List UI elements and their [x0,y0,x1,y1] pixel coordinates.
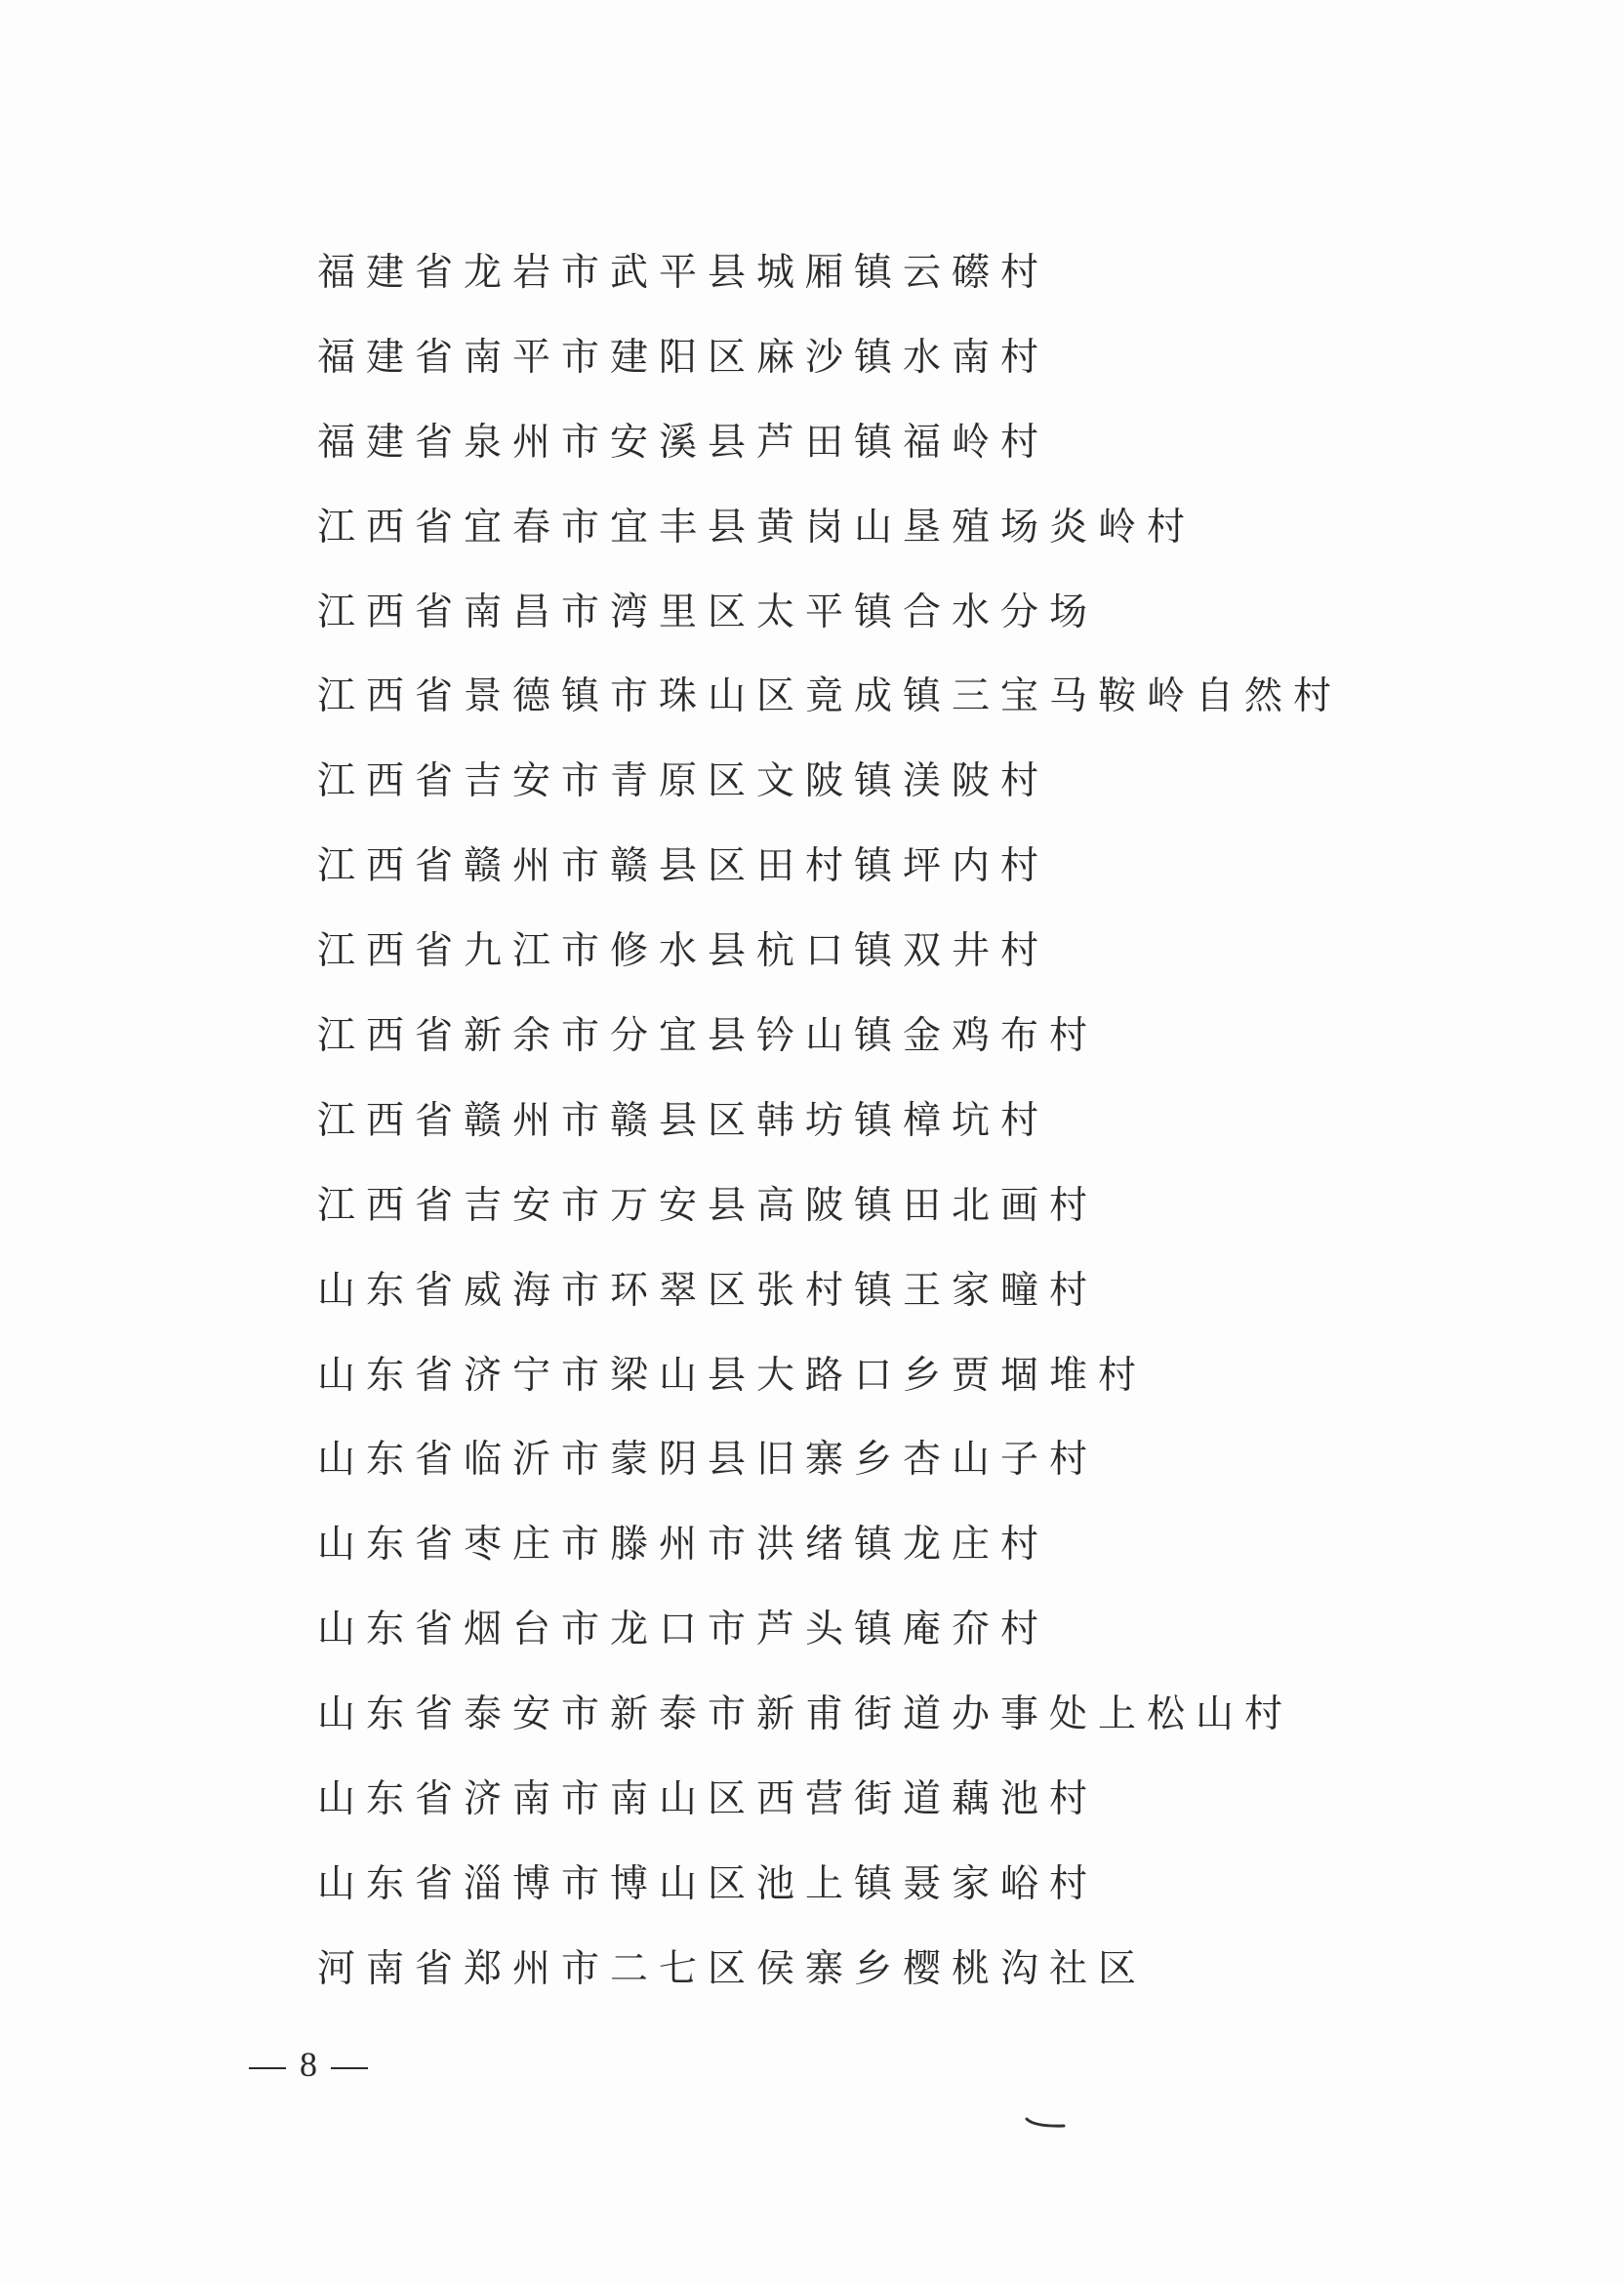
page-number-dash-right [331,2067,368,2069]
list-item: 山东省淄博市博山区池上镇聂家峪村 [317,1861,1099,1906]
list-item: 山东省临沂市蒙阴县旧寨乡杏山子村 [317,1438,1099,1483]
list-item: 山东省威海市环翠区张村镇王家疃村 [317,1268,1099,1313]
list-item: 江西省新余市分宜县钤山镇金鸡布村 [317,1014,1099,1059]
list-item: 山东省烟台市龙口市芦头镇庵夼村 [317,1608,1050,1652]
list-item: 江西省吉安市青原区文陂镇渼陂村 [317,759,1050,804]
list-item: 江西省宜春市宜丰县黄岗山垦殖场炎岭村 [317,505,1197,550]
scan-mark [1025,2116,1066,2130]
list-item: 福建省南平市建阳区麻沙镇水南村 [317,335,1050,380]
list-item: 江西省南昌市湾里区太平镇合水分场 [317,590,1099,634]
list-item: 江西省赣州市赣县区韩坊镇樟坑村 [317,1098,1050,1143]
list-item: 江西省吉安市万安县高陂镇田北画村 [317,1183,1099,1228]
list-item: 山东省济宁市梁山县大路口乡贾堌堆村 [317,1353,1148,1398]
list-item: 江西省九江市修水县杭口镇双井村 [317,929,1050,974]
list-item: 江西省景德镇市珠山区竟成镇三宝马鞍岭自然村 [317,674,1343,719]
village-list [317,244,1342,2025]
list-item: 山东省济南市南山区西营街道藕池村 [317,1777,1099,1822]
list-item: 河南省郑州市二七区侯寨乡樱桃沟社区 [317,1946,1148,1991]
list-item: 江西省赣州市赣县区田村镇坪内村 [317,844,1050,889]
page-number-value: 8 [300,2045,317,2084]
page-number-dash-left [249,2067,286,2069]
page-number [249,2045,368,2084]
list-item: 山东省泰安市新泰市新甫街道办事处上松山村 [317,1692,1294,1737]
list-item: 福建省泉州市安溪县芦田镇福岭村 [317,420,1050,465]
list-item: 福建省龙岩市武平县城厢镇云礤村 [317,251,1050,295]
list-item: 山东省枣庄市滕州市洪绪镇龙庄村 [317,1523,1050,1568]
